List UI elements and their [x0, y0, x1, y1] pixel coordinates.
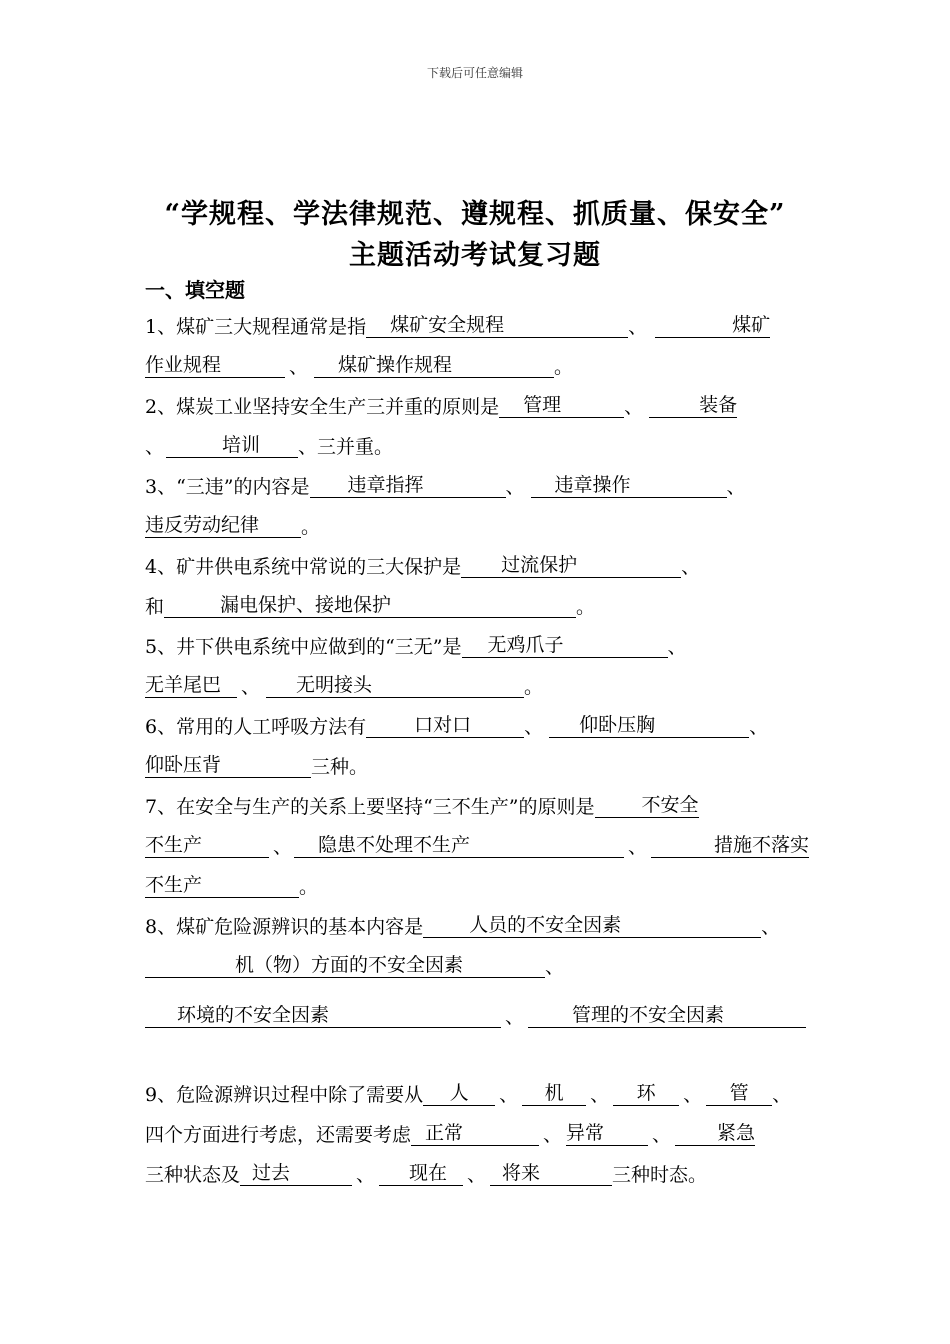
answer-blank: 仰卧压背	[145, 752, 311, 778]
answer-blank: 机	[522, 1080, 586, 1106]
question-3-line-1: 3、“三违”的内容是 违章指挥 、 违章操作 、	[145, 474, 746, 498]
section-heading: 一、填空题	[145, 278, 245, 302]
answer-blank: 环境的不安全因素	[145, 1002, 501, 1028]
answer-blank: 装备	[649, 392, 737, 418]
question-2-line-2: 、 培训 、三并重。	[145, 434, 394, 458]
answer-blank: 管理	[499, 392, 624, 418]
answer-blank: 违章指挥	[310, 472, 506, 498]
question-1-line-2: 作业规程 、 煤矿操作规程 。	[145, 354, 574, 378]
answer-blank: 违反劳动纪律	[145, 512, 301, 538]
answer-blank: 无鸡爪子	[462, 632, 668, 658]
question-9-line-2: 四个方面进行考虑，还需要考虑 正常 、 异常 、 紧急	[145, 1122, 756, 1146]
question-7-line-3: 不生产 。	[145, 874, 319, 898]
answer-blank: 作业规程	[145, 352, 285, 378]
answer-blank: 培训	[166, 432, 298, 458]
answer-blank: 紧急	[675, 1120, 755, 1146]
answer-blank: 将来	[490, 1160, 612, 1186]
answer-blank: 不生产	[145, 832, 269, 858]
answer-blank: 措施不落实	[651, 832, 809, 858]
answer-blank: 正常	[411, 1120, 539, 1146]
answer-blank: 煤矿操作规程	[314, 352, 554, 378]
question-8-line-3: 环境的不安全因素 、 管理的不安全因素	[145, 1002, 810, 1032]
answer-blank: 过去	[240, 1160, 352, 1186]
question-9-line-1: 9、危险源辨识过程中除了需要从 人 、 机 、 环 、 管 、	[145, 1082, 792, 1106]
answer-blank: 异常	[566, 1120, 648, 1146]
answer-blank: 违章操作	[531, 472, 727, 498]
question-1-line-1: 1、煤矿三大规程通常是指 煤矿安全规程 、 煤矿	[145, 314, 771, 338]
question-5-line-2: 无羊尾巴 、 无明接头 。	[145, 674, 544, 698]
answer-blank: 管理的不安全因素	[528, 1002, 806, 1028]
question-6-line-2: 仰卧压背 三种。	[145, 754, 369, 778]
answer-blank: 口对口	[366, 712, 524, 738]
answer-blank: 机（物）方面的不安全因素	[145, 952, 545, 978]
question-8-line-2: 机（物）方面的不安全因素 、	[145, 952, 810, 982]
page-header: 下载后可任意编辑	[426, 66, 523, 80]
document-subtitle: 主题活动考试复习题	[349, 240, 601, 271]
answer-blank: 不生产	[145, 872, 299, 898]
answer-blank: 仰卧压胸	[549, 712, 749, 738]
question-4-line-2: 和 漏电保护、接地保护 。	[145, 594, 596, 618]
answer-blank: 煤矿安全规程	[366, 312, 628, 338]
question-3-line-2: 违反劳动纪律 。	[145, 514, 321, 538]
question-2-line-1: 2、煤炭工业坚持安全生产三并重的原则是 管理 、 装备	[145, 394, 738, 418]
answer-blank: 人员的不安全因素	[423, 912, 761, 938]
answer-blank: 过流保护	[461, 552, 681, 578]
answer-blank: 人	[423, 1080, 495, 1106]
question-8-line-1: 8、煤矿危险源辨识的基本内容是 人员的不安全因素 、	[145, 914, 781, 938]
question-4-line-1: 4、矿井供电系统中常说的三大保护是 过流保护 、	[145, 554, 701, 578]
question-9-line-3: 三种状态及 过去 、 现在 、 将来 三种时态。	[145, 1162, 708, 1186]
question-7-line-2: 不生产 、 隐患不处理不生产 、 措施不落实	[145, 834, 810, 858]
answer-blank: 现在	[379, 1160, 463, 1186]
answer-blank: 隐患不处理不生产	[294, 832, 624, 858]
answer-blank: 不安全	[595, 792, 699, 818]
answer-blank: 漏电保护、接地保护	[164, 592, 576, 618]
answer-blank: 环	[613, 1080, 679, 1106]
document-title: “学规程、学法律规范、遵规程、抓质量、保安全”	[164, 199, 786, 230]
answer-blank: 无明接头	[266, 672, 524, 698]
answer-blank: 煤矿	[655, 312, 770, 338]
question-5-line-1: 5、井下供电系统中应做到的“三无”是 无鸡爪子 、	[145, 634, 687, 658]
answer-blank: 管	[706, 1080, 772, 1106]
answer-blank: 无羊尾巴	[145, 672, 237, 698]
question-6-line-1: 6、常用的人工呼吸方法有 口对口 、 仰卧压胸 、	[145, 714, 769, 738]
question-7-line-1: 7、在安全与生产的关系上要坚持“三不生产”的原则是 不安全	[145, 794, 699, 818]
